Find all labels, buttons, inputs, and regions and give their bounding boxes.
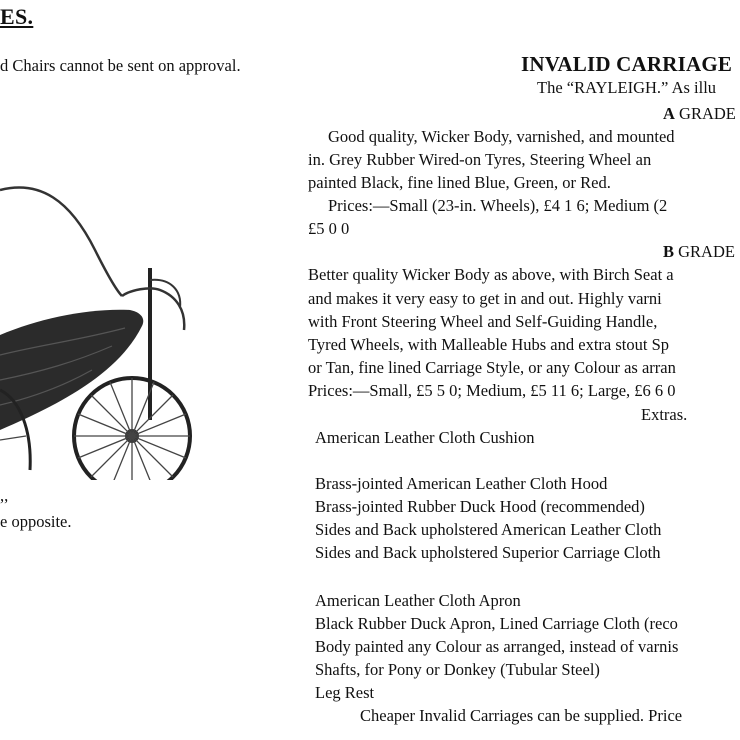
- left-heading: ES.: [0, 4, 34, 29]
- extra-item: Brass-jointed American Leather Cloth Hood: [315, 474, 608, 493]
- caption-line-2: e opposite.: [0, 512, 72, 531]
- grade-a-line: in. Grey Rubber Wired-on Tyres, Steering Wheel an: [308, 150, 652, 169]
- subtitle: The “RAYLEIGH.” As illu: [537, 78, 717, 97]
- grade-a-line: painted Black, fine lined Blue, Green, or Red.: [308, 173, 611, 192]
- extra-item: Brass-jointed Rubber Duck Hood (recommended): [315, 497, 645, 516]
- front-wheel: [74, 378, 190, 480]
- grade-b-label: GRADE: [674, 242, 735, 261]
- grade-a-prices-cont: £5 0 0: [308, 219, 350, 238]
- extra-item: American Leather Cloth Apron: [315, 591, 521, 610]
- grade-a-heading: [663, 104, 736, 124]
- grade-b-line: with Front Steering Wheel and Self-Guiding Handle,: [308, 312, 658, 331]
- page-title: INVALID CARRIAGE: [521, 52, 733, 76]
- grade-a-prices: Prices:—Small (23-in. Wheels), £4 1 6; Medium (2: [328, 196, 668, 215]
- steering-handle: [0, 188, 122, 297]
- caption-line-1: ,,: [0, 486, 9, 505]
- extra-item: Sides and Back upholstered Superior Carriage Cloth: [315, 543, 661, 562]
- grade-a-label: GRADE: [674, 104, 736, 123]
- grade-a-letter: A: [663, 104, 675, 123]
- invalid-carriage-illustration: [0, 140, 300, 480]
- extra-item: Leg Rest: [315, 683, 375, 702]
- grade-a-line: Good quality, Wicker Body, varnished, and mounted: [328, 127, 675, 146]
- grade-b-letter: B: [663, 242, 675, 261]
- extra-item: American Leather Cloth Cushion: [315, 428, 535, 447]
- footer-note: Cheaper Invalid Carriages can be supplied. Price: [360, 706, 683, 725]
- grade-b-prices: Prices:—Small, £5 5 0; Medium, £5 11 6; Large, £6 6 0: [308, 381, 676, 400]
- extra-item: Sides and Back upholstered American Leather Cloth: [315, 520, 662, 539]
- approval-note: d Chairs cannot be sent on approval.: [0, 56, 241, 75]
- extra-item: Black Rubber Duck Apron, Lined Carriage Cloth (reco: [315, 614, 678, 633]
- extra-item: Body painted any Colour as arranged, instead of varnis: [315, 637, 679, 656]
- grade-b-line: Tyred Wheels, with Malleable Hubs and extra stout Sp: [308, 335, 670, 354]
- grade-b-heading: [663, 242, 735, 262]
- extras-heading: Extras.: [641, 405, 688, 424]
- grade-b-line: or Tan, fine lined Carriage Style, or any Colour as arran: [308, 358, 676, 377]
- grade-b-line: Better quality Wicker Body as above, with Birch Seat a: [308, 265, 674, 284]
- grade-b-line: and makes it very easy to get in and out. Highly varni: [308, 289, 662, 308]
- extra-item: Shafts, for Pony or Donkey (Tubular Steel): [315, 660, 600, 679]
